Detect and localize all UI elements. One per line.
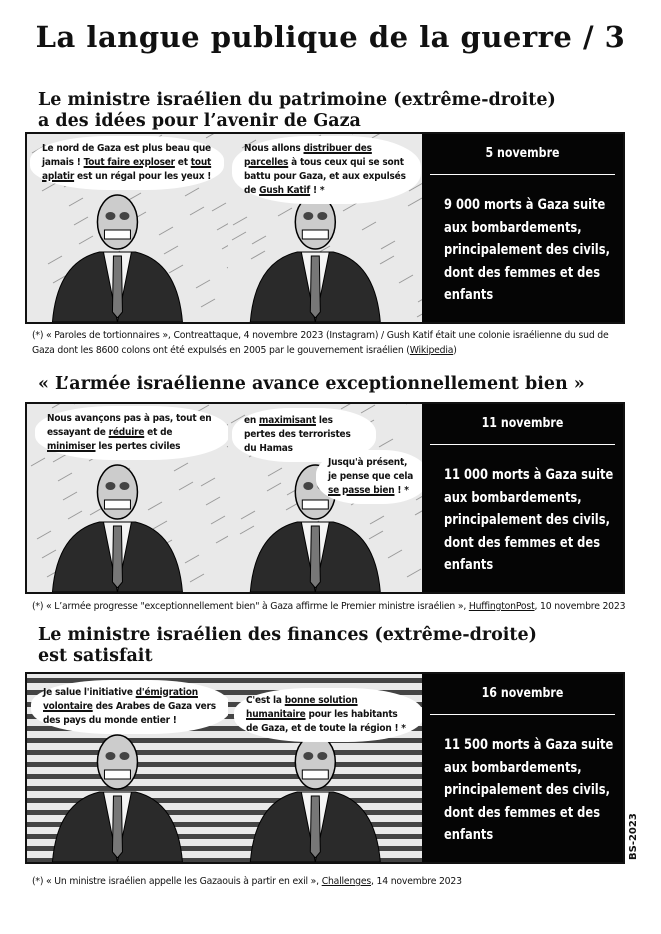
hatch-mark [68,511,82,519]
speech-bubble [30,136,224,190]
underlined-text: Tout faire exploser [83,157,175,168]
hatch-mark [212,203,226,211]
underlined-text: distribuer des parcelles [244,143,372,168]
hatch-mark [48,256,62,264]
speech-bubble [234,688,423,742]
hatch-mark [185,188,199,196]
heading-line: est satisfait [38,646,153,666]
hatch-mark [201,478,215,486]
eye [303,752,313,760]
text-segment: C'est la [246,695,285,706]
death-toll-box [422,404,623,592]
eye [303,212,313,220]
hatch-mark [278,208,292,216]
hatch-mark [217,222,228,230]
panel-2 [228,674,424,862]
death-toll-text: 11 500 morts à Gaza suite aux bombardements, principalement des civils, dont des femmes et des enfants [444,737,614,843]
divider [430,444,615,445]
comic-strip-3 [25,672,625,864]
hatch-mark [408,198,422,206]
hatch-mark [190,207,204,215]
hatch-mark [343,203,357,211]
hatch-mark [201,299,215,307]
tie [310,526,320,588]
heading-line: Le ministre israélien des finances (extrême-droite) [38,625,537,645]
panel-1 [27,674,230,862]
underlined-text: Challenges [321,876,372,887]
panel-1 [27,404,230,592]
death-toll-text: 11 000 morts à Gaza suite aux bombardements, principalement des civils, dont des femmes et des enfants [444,467,614,573]
tie [112,796,122,858]
heading-line: Le ministre israélien du patrimoine (extrême-droite) [38,90,556,110]
death-toll-text: 9 000 morts à Gaza suite aux bombardements, principalement des civils, dont des femmes et des enfants [444,197,610,303]
hatch-mark [169,265,183,273]
hatch-mark [190,574,204,582]
tie [310,256,320,318]
hatch-mark [185,555,199,563]
text-segment: pour les habitants de Gaza, et de toute la région ! * [246,709,406,734]
underlined-text: minimiser [47,441,96,452]
section-3-heading [38,625,537,667]
hatch-mark [52,404,66,408]
heading-line: « L’armée israélienne avance exceptionnellement bien » [38,374,585,394]
text-segment: Nous avançons pas à pas, tout en essayant de [47,413,212,438]
hatch-mark [196,280,210,288]
eye [119,212,129,220]
hatch-mark [53,454,67,462]
section-2-heading [38,374,585,395]
hatch-mark [380,256,394,264]
hatch-mark [63,492,77,500]
underlined-text: maximisant [259,415,316,426]
text-segment: les pertes des terroristes du Hamas [244,415,351,454]
wall-stripe [228,786,422,791]
underlined-text: HuffingtonPost [468,601,535,612]
hatch-mark [369,531,383,539]
eye [317,212,327,220]
text-segment: Nous allons [244,143,304,154]
hatch-mark [159,227,173,235]
text-segment: et [174,157,191,168]
teeth [302,230,328,239]
hatch-mark [31,458,45,466]
eye [105,752,115,760]
hatch-mark [153,521,167,529]
teeth [302,500,328,509]
underlined-text: se passe bien [328,485,395,496]
head [97,465,137,519]
underlined-text: Gush Katif [259,185,311,196]
wall-stripe [27,786,228,791]
eye [105,482,115,490]
tie [112,256,122,318]
teeth [104,770,130,779]
hatch-mark [42,550,56,558]
teeth [104,500,130,509]
hatch-mark [216,535,228,543]
text-segment: , 14 novembre 2023 [371,876,462,887]
date-label: 16 novembre [481,686,564,701]
underlined-text: Wikipedia [409,345,454,356]
divider [430,174,615,175]
text-segment: ) [453,345,457,356]
hatch-mark [407,569,421,577]
text-segment: Jusqu'à présent, je pense que cela [328,457,414,482]
hatch-mark [179,482,193,490]
hatch-mark [206,134,220,138]
eye [119,752,129,760]
text-segment: les pertes civiles [95,441,181,452]
panel-2 [228,134,424,322]
hatch-mark [252,236,266,244]
hatch-mark [415,507,422,515]
panel-2 [228,404,424,592]
hatch-mark [232,232,246,240]
panel-1 [27,134,230,322]
hatch-mark [58,473,72,481]
underlined-text: d'émigration volontaire [43,687,198,712]
date-label: 5 novembre [485,146,560,161]
hatch-mark [341,404,355,409]
eye [105,212,115,220]
text-segment: est un régal pour les yeux ! [74,171,212,182]
underlined-text: bonne solution humanitaire [246,695,358,720]
hatch-mark [361,405,375,413]
hatch-mark [211,516,225,524]
text-segment: à tous ceux qui se sont battu pour Gaza, et aux expulsés de [244,157,406,196]
hatch-mark [148,502,162,510]
text-segment: en [244,415,260,426]
hatch-mark [399,275,413,283]
hatch-mark [79,236,93,244]
hatch-mark [241,511,255,519]
eye [303,482,313,490]
hatch-mark [240,526,254,534]
page-title: La langue publique de la guerre / 3 [35,20,626,54]
hatch-mark [174,463,188,471]
hatch-mark [268,468,282,476]
death-toll-box [422,674,623,862]
hatch-mark [381,241,395,249]
comic-strip-2 [25,402,625,594]
underlined-text: réduire [108,427,145,438]
speech-bubble [31,680,230,734]
head [97,195,137,249]
divider [430,714,615,715]
caption-2 [32,599,632,614]
text-segment: (*) « Paroles de tortionnaires », Contreattaque, 4 novembre 2023 (Instagram) / Gush Katif était une colonie israélienne du sud de Gaza dont les 8600 colons ont été expulsés en 2005 par le gouvernement israélien ( [32,330,609,356]
hatch-mark [388,550,402,558]
teeth [302,770,328,779]
hatch-mark [74,217,88,225]
eye [119,482,129,490]
tie [310,796,320,858]
text-segment: Le nord de Gaza est plus beau que jamais ! [42,143,211,168]
hatch-mark [370,516,384,524]
underlined-text: tout aplatir [42,157,212,182]
hatch-mark [164,246,178,254]
death-toll-box [422,134,623,322]
hatch-mark [206,497,220,505]
hatch-mark [69,198,83,206]
hatch-mark [42,183,56,191]
hatch-mark [379,439,393,447]
text-segment: ! * [310,185,325,196]
caption-3 [32,874,632,889]
head [295,735,335,789]
hatch-mark [267,483,281,491]
wall-stripe [228,678,422,683]
section-1-heading [38,90,556,132]
artist-signature: BS-2023 [628,813,639,860]
text-segment: (*) « Un ministre israélien appelle les Gazaouis à partir en exil », [32,876,322,887]
hatch-mark [37,531,51,539]
text-segment: (*) « L’armée progresse "exceptionnellement bien" à Gaza affirme le Premier ministre israélien », [32,601,469,612]
hatch-mark [233,217,247,225]
heading-line: a des idées pour l’avenir de Gaza [38,111,361,131]
text-segment: des Arabes de Gaza vers des pays du monde entier ! [43,701,216,726]
speech-bubble [35,406,229,460]
caption-1 [32,328,632,358]
teeth [104,230,130,239]
head [97,735,137,789]
text-segment: , 10 novembre 2023 [534,601,626,612]
hatch-mark [362,222,376,230]
eye [317,752,327,760]
text-segment: et de [144,427,173,438]
date-label: 11 novembre [481,416,564,431]
speech-bubble [232,136,421,204]
speech-bubble [316,450,424,504]
comic-strip-1 [25,132,625,324]
hatch-mark [251,251,265,259]
text-segment: ! * [394,485,409,496]
text-segment: Je salue l'initiative [43,687,136,698]
tie [112,526,122,588]
